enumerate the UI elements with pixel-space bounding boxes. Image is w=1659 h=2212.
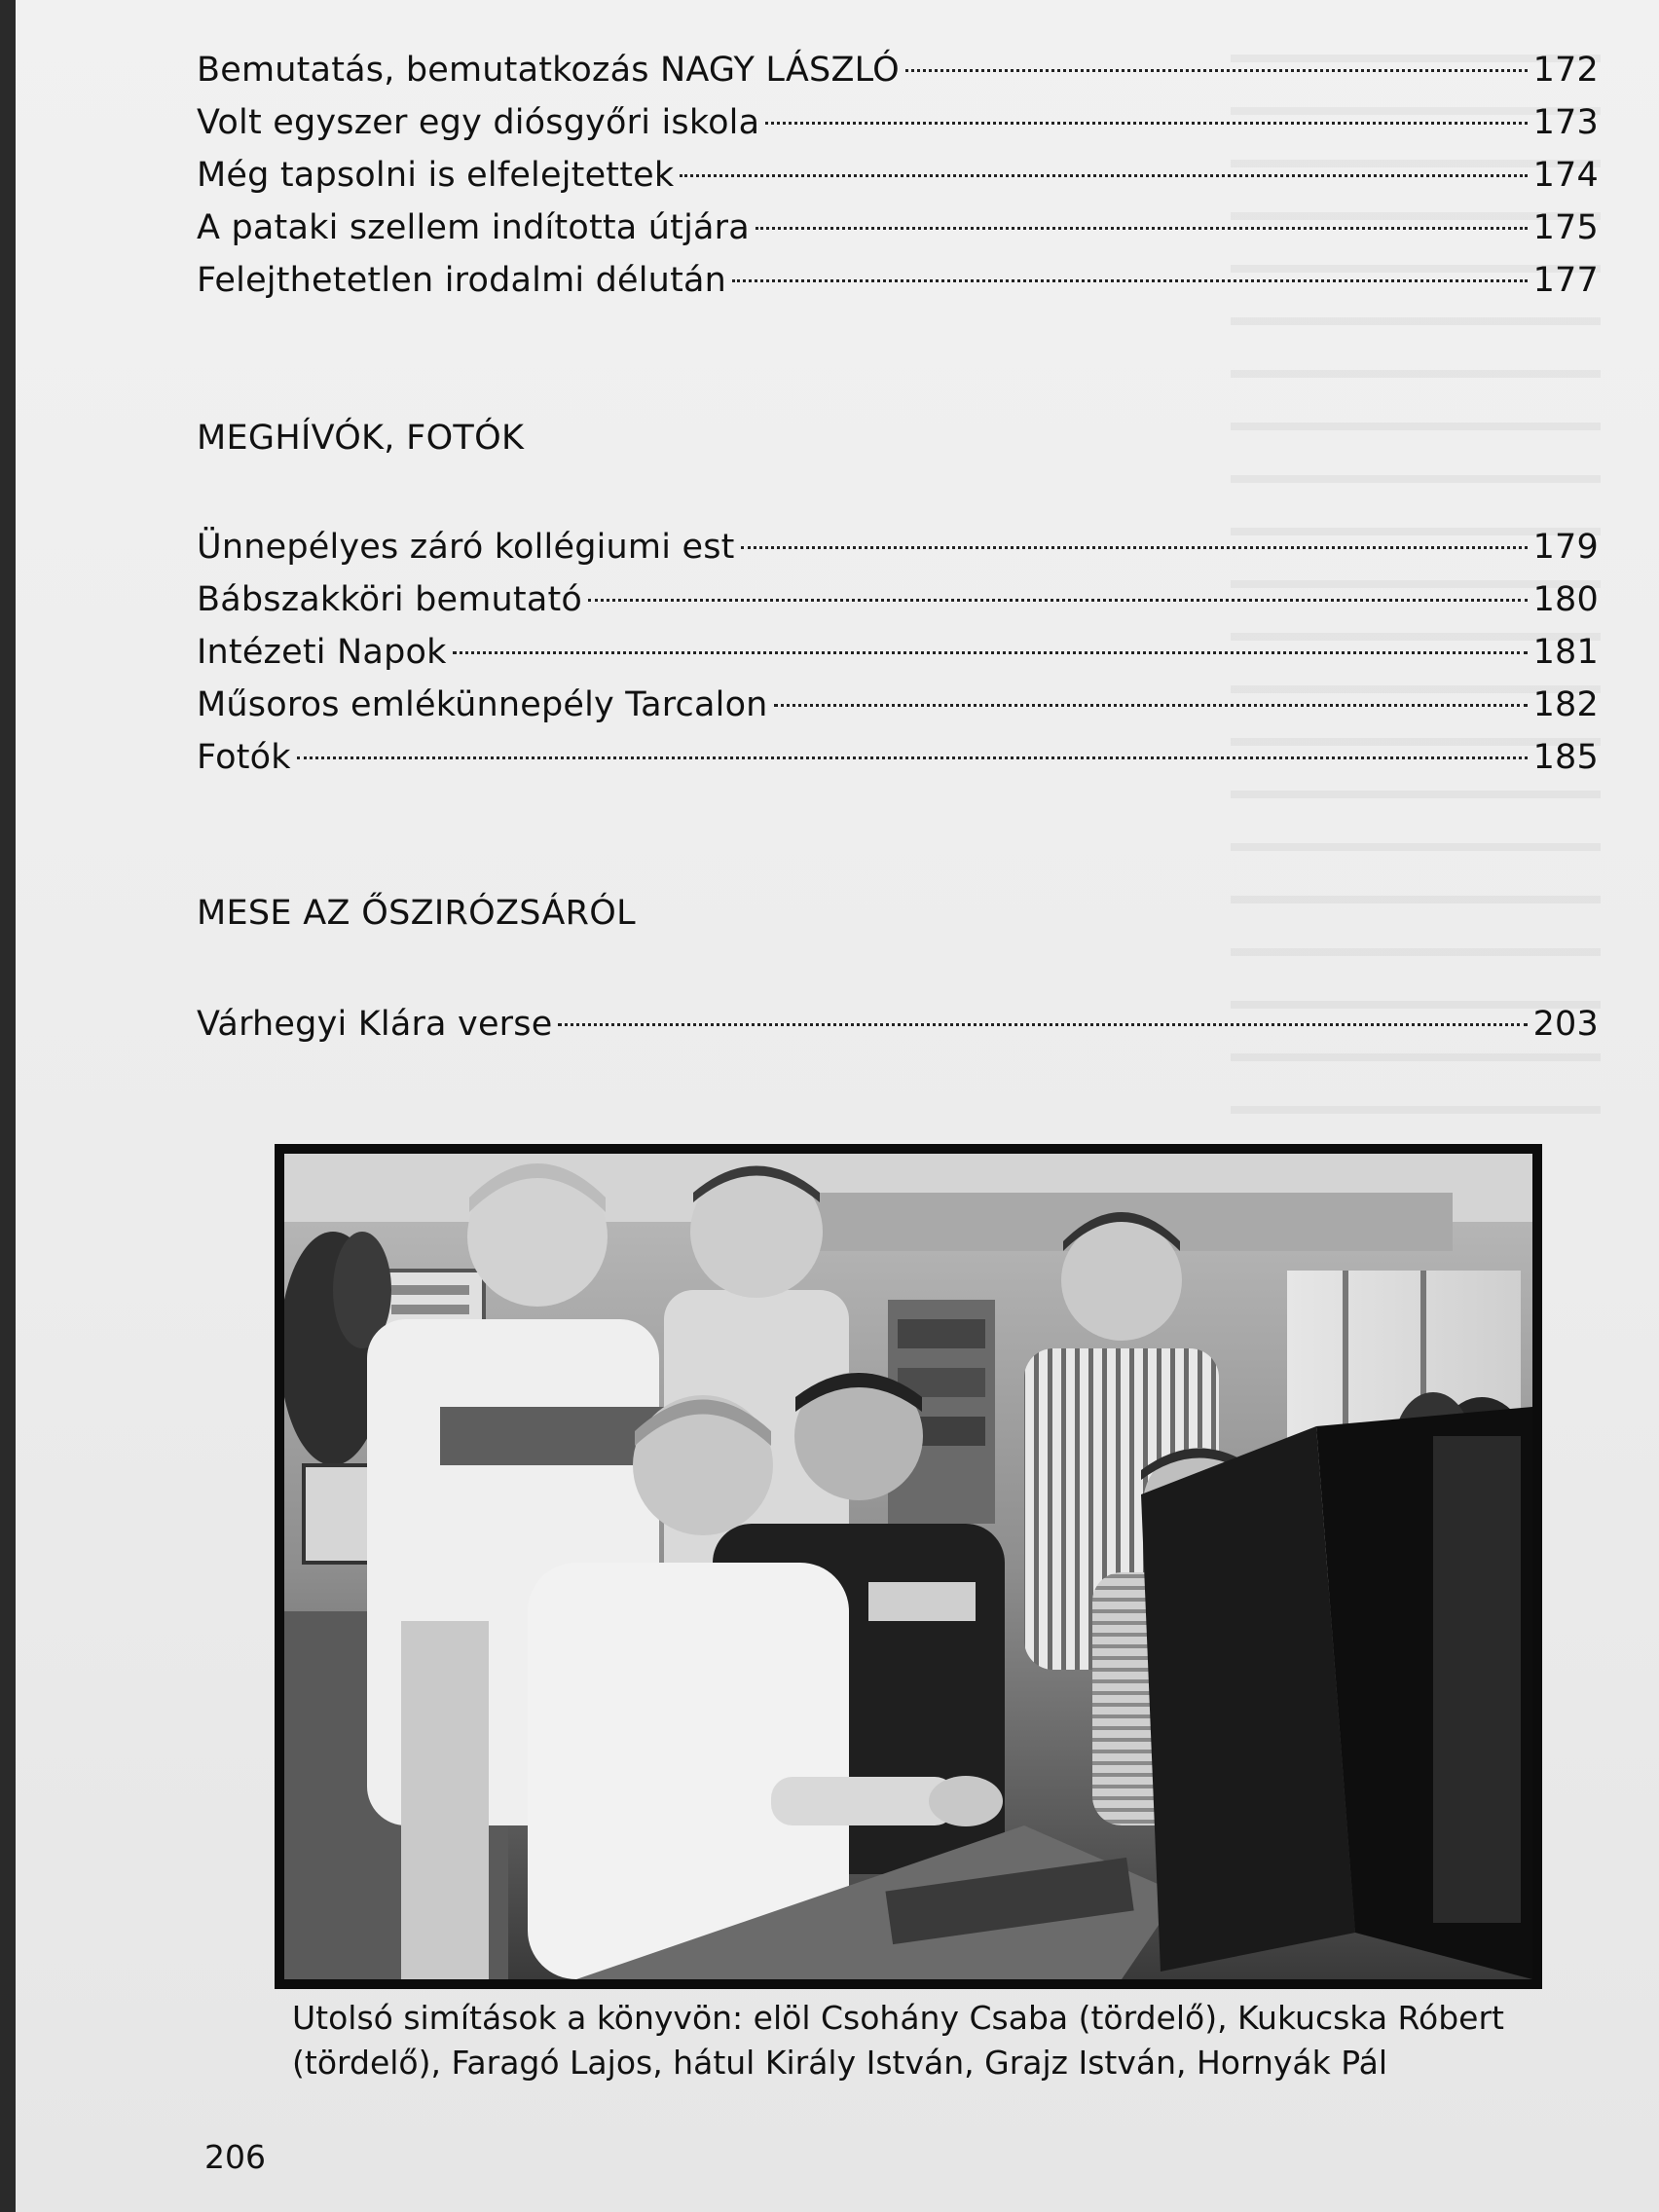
toc-entry[interactable]	[197, 96, 1599, 149]
toc-entry[interactable]	[197, 149, 1599, 202]
toc-entry-title: Ünnepélyes záró kollégiumi est	[197, 528, 735, 567]
toc-entry-title: Volt egyszer egy diósgyőri iskola	[197, 103, 760, 142]
toc-entry[interactable]	[197, 998, 1599, 1051]
toc-entry-page: 173	[1532, 103, 1599, 142]
dot-leader	[680, 174, 1527, 177]
dot-leader	[741, 546, 1528, 549]
photo-caption: Utolsó simítások a könyvön: elöl Csohány Csaba (tördelő), Kukucska Róbert (tördelő), Faragó Lajos, hátul Király István, Grajz István, Hornyák Pál	[292, 1999, 1504, 2082]
toc-entry-page: 181	[1532, 633, 1599, 672]
toc-entry-title: Várhegyi Klára verse	[197, 1005, 553, 1044]
toc-entry-page: 175	[1532, 208, 1599, 247]
toc-entry-title: Fotók	[197, 738, 291, 777]
toc-entry-page: 203	[1532, 1005, 1599, 1044]
dot-leader	[558, 1023, 1527, 1026]
page-number: 206	[204, 2138, 266, 2176]
toc-entry-title: Felejthetetlen irodalmi délután	[197, 261, 727, 300]
dot-leader	[756, 227, 1528, 230]
dot-leader	[588, 599, 1528, 602]
toc-entry-page: 179	[1532, 528, 1599, 567]
toc-list-section-3	[197, 998, 1599, 1051]
dot-leader	[453, 651, 1528, 654]
dot-leader	[297, 756, 1528, 759]
toc-entry-title: Bemutatás, bemutatkozás NAGY LÁSZLÓ	[197, 51, 900, 90]
book-page	[16, 0, 1659, 2212]
section-heading-mese: MESE AZ ŐSZIRÓZSÁRÓL	[197, 894, 636, 933]
toc-entry[interactable]	[197, 254, 1599, 307]
toc-entry-page: 182	[1532, 685, 1599, 724]
toc-entry-page: 180	[1532, 580, 1599, 619]
toc-entry-page: 185	[1532, 738, 1599, 777]
toc-entry[interactable]	[197, 44, 1599, 96]
dot-leader	[905, 69, 1528, 72]
dot-leader	[732, 279, 1528, 282]
toc-list-section-2	[197, 521, 1599, 784]
toc-entry-title: Még tapsolni is elfelejtettek	[197, 156, 675, 195]
toc-entry[interactable]	[197, 679, 1599, 731]
dot-leader	[765, 122, 1527, 125]
toc-entry[interactable]	[197, 521, 1599, 573]
group-photo-image	[284, 1154, 1532, 1979]
section-heading-meghivok: MEGHÍVÓK, FOTÓK	[197, 419, 525, 458]
toc-entry[interactable]	[197, 202, 1599, 254]
toc-entry-page: 172	[1532, 51, 1599, 90]
group-photo	[275, 1144, 1542, 1989]
toc-entry[interactable]	[197, 731, 1599, 784]
toc-list-section-1	[197, 44, 1599, 307]
dot-leader	[774, 704, 1528, 707]
toc-entry-title: Bábszakköri bemutató	[197, 580, 583, 619]
toc-entry-title: Intézeti Napok	[197, 633, 447, 672]
toc-entry-title: A pataki szellem indította útjára	[197, 208, 750, 247]
toc-entry-page: 177	[1532, 261, 1599, 300]
toc-entry-title: Műsoros emlékünnepély Tarcalon	[197, 685, 768, 724]
toc-entry-page: 174	[1532, 156, 1599, 195]
toc-entry[interactable]	[197, 626, 1599, 679]
toc-entry[interactable]	[197, 573, 1599, 626]
